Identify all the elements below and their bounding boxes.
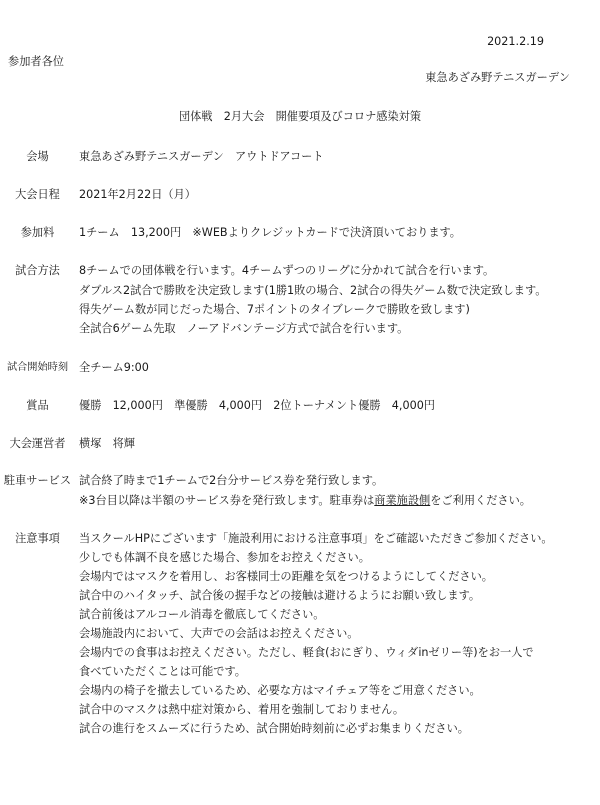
fee-value: 1チーム 13,200円 ※WEBよりクレジットカードで決済頂いております。: [79, 226, 461, 239]
notes-line: 当スクールHPにございます「施設利用における注意事項」をご確認いただきご参加ください。: [79, 532, 553, 545]
notes-line: 会場施設内において、大声での会話はお控えください。: [79, 627, 359, 640]
parking-line-1: 試合終了時まで1チームで2台分サービス券を発行致します。: [79, 474, 384, 487]
format-line: 得失ゲーム数が同じだった場合、7ポイントのタイブレークで勝敗を致します): [79, 303, 470, 316]
notes-line: 試合前後はアルコール消毒を徹底してください。: [79, 608, 325, 621]
prizes-value: 優勝 12,000円 準優勝 4,000円 2位トーナメント優勝 4,000円: [79, 399, 435, 412]
notes-line: 少しでも体調不良を感じた場合、参加をお控えください。: [79, 551, 370, 564]
event-date-label: 大会日程: [15, 188, 60, 201]
notes-line: 試合中のマスクは熱中症対策から、着用を強制しておりません。: [79, 703, 405, 716]
notes-line: 食べていただくことは可能です。: [79, 665, 246, 678]
document-date: 2021.2.19: [487, 35, 544, 48]
format-label: 試合方法: [15, 264, 60, 277]
notes-line: 会場内ではマスクを着用し、お客様同士の距離を気をつけるようにしてください。: [79, 570, 493, 583]
start-time-label: 試合開始時刻: [6, 362, 69, 373]
notes-line: 試合の進行をスムーズに行うため、試合開始時刻前に必ずお集まりください。: [79, 722, 469, 735]
parking-line-2: [79, 494, 531, 508]
parking-line-2-text: ※3台目以降は半額のサービス券を発行致します。駐車券は: [79, 494, 375, 507]
notes-line: 会場内の椅子を撤去しているため、必要な方はマイチェア等をご用意ください。: [79, 684, 481, 697]
parking-line-2-tail: をご利用ください。: [430, 494, 531, 507]
notes-line: 試合中のハイタッチ、試合後の握手などの接触は避けるようにお願い致します。: [79, 589, 481, 602]
notes-label: 注意事項: [15, 532, 60, 545]
venue-value: 東急あざみ野テニスガーデン アウトドアコート: [79, 150, 324, 163]
format-line: 全試合6ゲーム先取 ノーアドバンテージ方式で試合を行います。: [79, 322, 409, 335]
format-line: ダブルス2試合で勝敗を決定致します(1勝1敗の場合、2試合の得失ゲーム数で決定致します。: [79, 284, 547, 297]
notes-line: 会場内での食事はお控えください。ただし、軽食(おにぎり、ウィダinゼリー等)をお一人で: [79, 646, 534, 659]
event-date-value: 2021年2月22日（月）: [79, 188, 196, 201]
manager-label: 大会運営者: [9, 437, 66, 450]
format-line: 8チームでの団体戦を行います。4チームずつのリーグに分かれて試合を行います。: [79, 264, 495, 277]
manager-value: 横塚 将輝: [79, 437, 135, 450]
fee-label: 参加料: [20, 226, 55, 239]
organizer: 東急あざみ野テニスガーデン: [425, 71, 570, 84]
parking-label: 駐車サービス: [3, 474, 72, 487]
document-title: 団体戦 2月大会 開催要項及びコロナ感染対策: [178, 110, 422, 123]
prizes-label: 賞品: [26, 399, 49, 412]
start-time-value: 全チーム9:00: [79, 361, 149, 374]
recipient: 参加者各位: [8, 55, 64, 68]
venue-label: 会場: [26, 150, 49, 163]
commercial-facility-link[interactable]: 商業施設側: [374, 494, 431, 507]
